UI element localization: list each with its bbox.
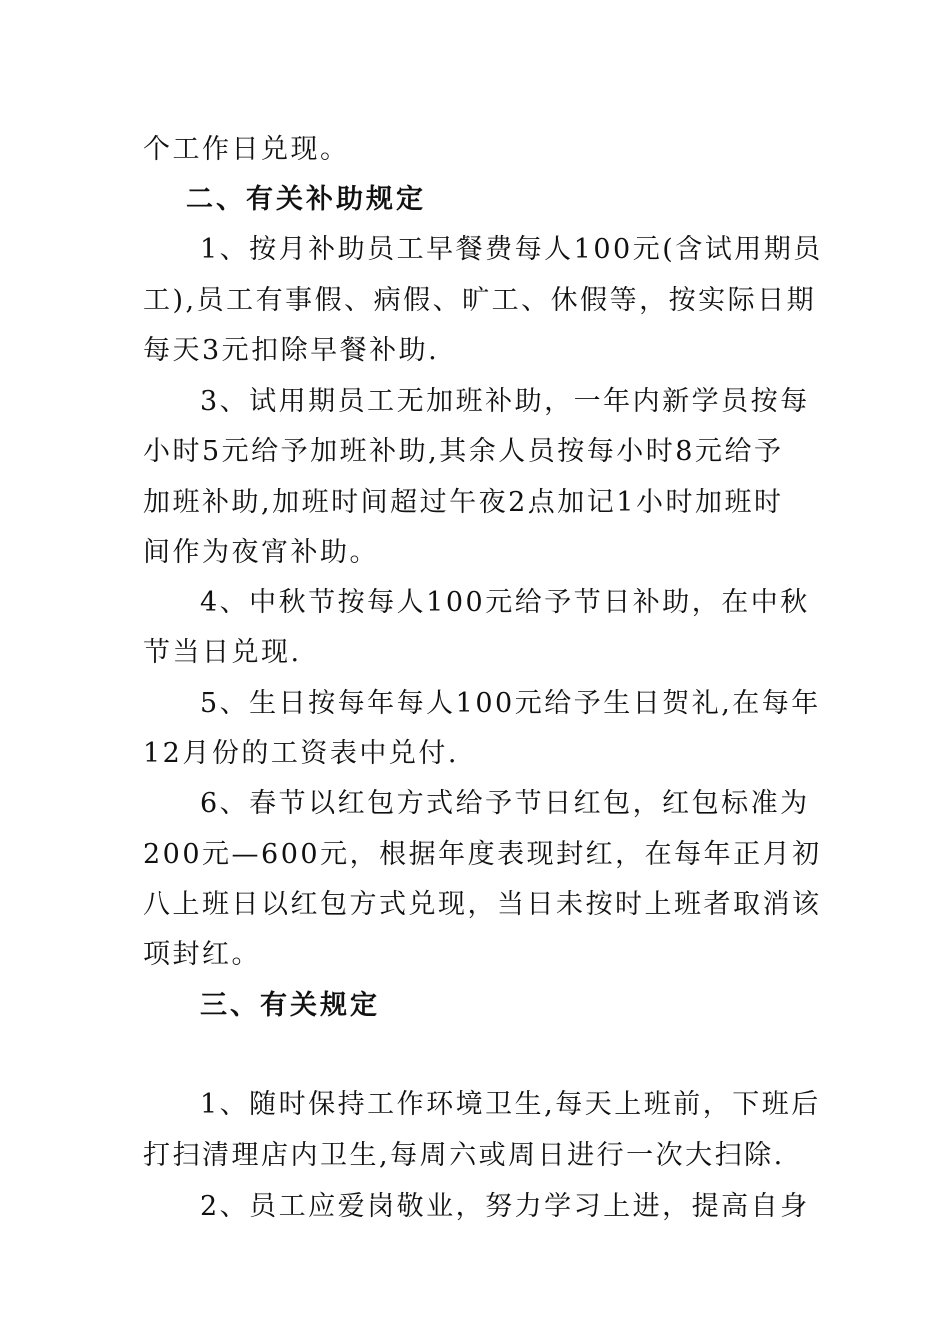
body-text-line: 200元—600元，根据年度表现封红，在每年正月初: [143, 839, 822, 870]
body-text-line: 5、生日按每年每人100元给予生日贺礼,在每年: [200, 688, 821, 719]
section-heading-rules: 三、有关规定: [200, 990, 380, 1021]
body-text-line: 1、按月补助员工早餐费每人100元(含试用期员: [200, 234, 823, 265]
body-text-line: 小时5元给予加班补助,其余人员按每小时8元给予: [143, 436, 784, 467]
body-text-line: 工),员工有事假、病假、旷工、休假等，按实际日期: [143, 285, 817, 316]
body-text-line: 间作为夜宵补助。: [143, 537, 379, 568]
body-text-line: 打扫清理店内卫生,每周六或周日进行一次大扫除.: [143, 1140, 785, 1171]
body-text-line: 每天3元扣除早餐补助.: [143, 335, 440, 366]
body-text-line: 12月份的工资表中兑付.: [143, 738, 459, 769]
body-text-line: 4、中秋节按每人100元给予节日补助，在中秋: [200, 587, 810, 618]
body-text-line: 6、春节以红包方式给予节日红包，红包标准为: [200, 788, 810, 819]
body-text-line: 八上班日以红包方式兑现，当日未按时上班者取消该: [143, 889, 822, 920]
body-text-line: 个工作日兑现。: [143, 134, 350, 165]
section-heading-subsidy: 二、有关补助规定: [186, 184, 426, 215]
body-text-line: 加班补助,加班时间超过午夜2点加记1小时加班时: [143, 487, 784, 518]
body-text-line: 1、随时保持工作环境卫生,每天上班前，下班后: [200, 1089, 821, 1120]
body-text-line: 项封红。: [143, 939, 261, 970]
body-text-line: 节当日兑现.: [143, 637, 302, 668]
body-text-line: 2、员工应爱岗敬业，努力学习上进，提高自身: [200, 1191, 810, 1222]
body-text-line: 3、试用期员工无加班补助，一年内新学员按每: [200, 386, 810, 417]
